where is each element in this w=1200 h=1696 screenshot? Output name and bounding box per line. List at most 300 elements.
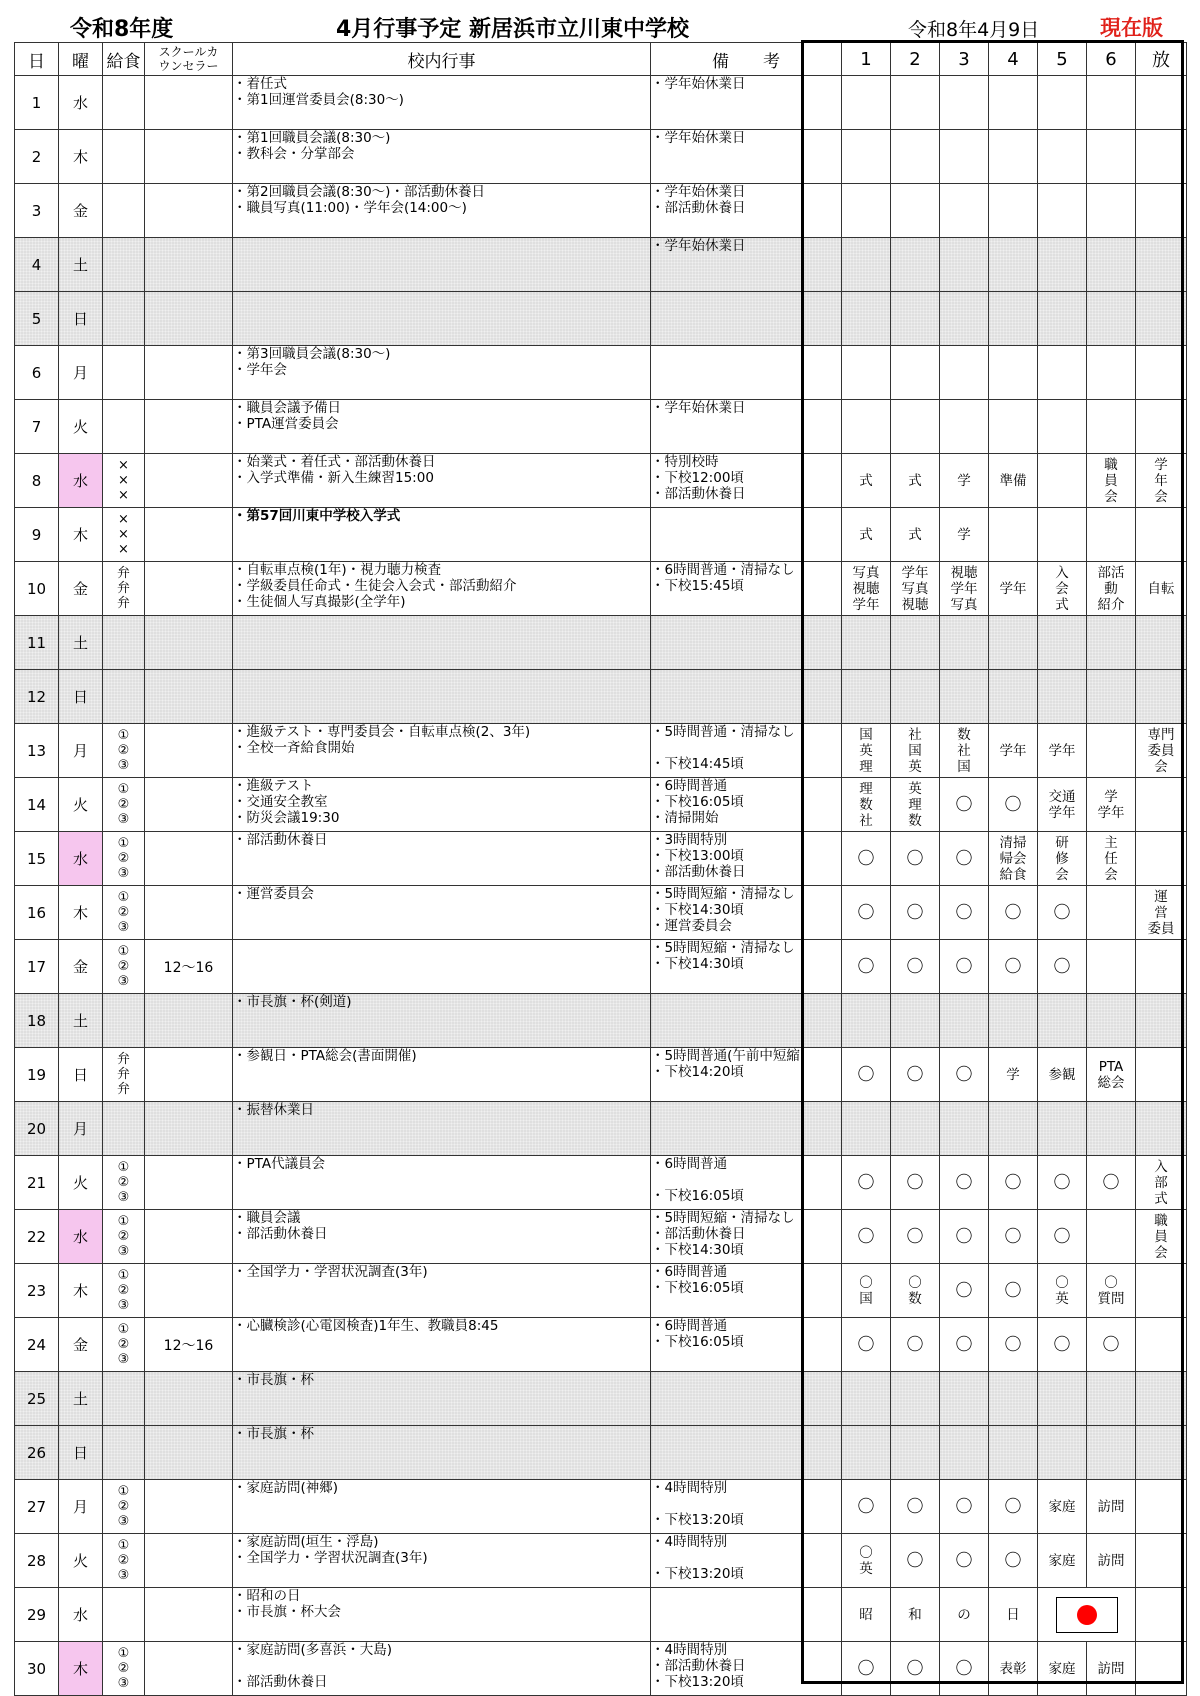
lunch-cell — [103, 184, 145, 238]
schedule-row — [15, 1372, 1187, 1426]
lunch-cell: ① ② ③ — [103, 1156, 145, 1210]
after-school-cell — [1136, 1588, 1187, 1642]
schedule-row — [15, 1642, 1187, 1696]
period-2-cell — [891, 1102, 940, 1156]
period-2-cell: 〇 — [891, 1318, 940, 1372]
period-1-cell — [842, 76, 891, 130]
schedule-row — [15, 1210, 1187, 1264]
schedule-body — [15, 76, 1187, 1696]
lunch-cell — [103, 616, 145, 670]
period-6-cell — [1087, 670, 1136, 724]
event-cell: ・部活動休養日 — [233, 832, 651, 886]
period-3-cell: 〇 — [940, 1642, 989, 1696]
weekday-cell: 木 — [59, 130, 103, 184]
period-3-cell: 〇 — [940, 1156, 989, 1210]
period-3-cell: 視聴 学年 写真 — [940, 562, 989, 616]
period-4-cell: 〇 — [989, 940, 1038, 994]
page-title: 4月行事予定 新居浜市立川東中学校 — [336, 17, 689, 42]
note-cell: ・5時間普通(午前中短縮) ・下校14:20頃 — [651, 1048, 842, 1102]
day-cell: 19 — [15, 1048, 59, 1102]
note-cell: ・4時間特別 ・下校13:20頃 — [651, 1480, 842, 1534]
note-cell: ・学年始休業日 — [651, 76, 842, 130]
schedule-row — [15, 184, 1187, 238]
period-4-cell — [989, 292, 1038, 346]
day-cell: 9 — [15, 508, 59, 562]
period-2-cell: 〇 — [891, 832, 940, 886]
period-5-cell: 〇 — [1038, 1318, 1087, 1372]
period-5-cell — [1038, 670, 1087, 724]
period-2-cell: 〇 — [891, 1210, 940, 1264]
period-5-cell — [1038, 1372, 1087, 1426]
weekday-cell: 木 — [59, 1642, 103, 1696]
day-cell: 8 — [15, 454, 59, 508]
period-5-cell — [1038, 238, 1087, 292]
note-cell: ・3時間特別 ・下校13:00頃 ・部活動休養日 — [651, 832, 842, 886]
period-5-cell — [1038, 184, 1087, 238]
period-4-cell — [989, 400, 1038, 454]
note-cell — [651, 616, 842, 670]
col-header-weekday: 曜 — [59, 43, 103, 76]
after-school-cell — [1136, 940, 1187, 994]
col-header-lunch: 給食 — [103, 43, 145, 76]
day-cell: 29 — [15, 1588, 59, 1642]
note-cell: ・学年始休業日 — [651, 400, 842, 454]
period-3-cell — [940, 184, 989, 238]
note-cell — [651, 346, 842, 400]
day-cell: 12 — [15, 670, 59, 724]
counselor-cell — [145, 238, 233, 292]
period-2-cell — [891, 238, 940, 292]
period-4-cell — [989, 130, 1038, 184]
period-1-cell: 〇 — [842, 832, 891, 886]
counselor-cell — [145, 1642, 233, 1696]
schedule-row — [15, 454, 1187, 508]
period-1-cell: 〇 — [842, 1318, 891, 1372]
day-cell: 20 — [15, 1102, 59, 1156]
period-6-cell — [1087, 1102, 1136, 1156]
weekday-cell: 火 — [59, 778, 103, 832]
period-1-cell — [842, 1372, 891, 1426]
schedule-row — [15, 1426, 1187, 1480]
counselor-cell — [145, 1534, 233, 1588]
after-school-cell — [1136, 1426, 1187, 1480]
note-cell — [651, 1102, 842, 1156]
period-6-cell — [1087, 886, 1136, 940]
event-cell: ・自転車点検(1年)・視力聴力検査 ・学級委員任命式・生徒会入会式・部活動紹介 ・生徒個人写真撮影(全学年) — [233, 562, 651, 616]
event-cell: ・昭和の日 ・市長旗・杯大会 — [233, 1588, 651, 1642]
period-3-cell: 学 — [940, 508, 989, 562]
period-5-cell — [1038, 76, 1087, 130]
day-cell: 1 — [15, 76, 59, 130]
after-school-cell: 職 員 会 — [1136, 1210, 1187, 1264]
event-cell: ・着任式 ・第1回運営委員会(8:30～) — [233, 76, 651, 130]
after-school-cell — [1136, 184, 1187, 238]
lunch-cell: ① ② ③ — [103, 724, 145, 778]
counselor-cell — [145, 1426, 233, 1480]
weekday-cell: 土 — [59, 994, 103, 1048]
period-3-cell: 〇 — [940, 1480, 989, 1534]
after-school-cell: 運 営 委員 — [1136, 886, 1187, 940]
period-1-cell: 式 — [842, 454, 891, 508]
schedule-row — [15, 940, 1187, 994]
day-cell: 7 — [15, 400, 59, 454]
note-cell: ・特別校時 ・下校12:00頃 ・部活動休養日 — [651, 454, 842, 508]
weekday-cell: 月 — [59, 346, 103, 400]
period-4-cell: 準備 — [989, 454, 1038, 508]
period-3-cell — [940, 1372, 989, 1426]
day-cell: 30 — [15, 1642, 59, 1696]
period-6-cell — [1087, 1426, 1136, 1480]
period-1-cell: 〇 — [842, 1480, 891, 1534]
note-cell — [651, 1372, 842, 1426]
period-5-cell: 入 会 式 — [1038, 562, 1087, 616]
after-school-cell — [1136, 508, 1187, 562]
note-cell: ・6時間普通・清掃なし ・下校15:45頃 — [651, 562, 842, 616]
schedule-row — [15, 76, 1187, 130]
weekday-cell: 水 — [59, 1588, 103, 1642]
note-cell — [651, 994, 842, 1048]
note-cell — [651, 670, 842, 724]
col-header-after-school: 放 — [1136, 43, 1187, 76]
event-cell: ・市長旗・杯 — [233, 1372, 651, 1426]
period-6-cell: 主 任 会 — [1087, 832, 1136, 886]
weekday-cell: 日 — [59, 1048, 103, 1102]
weekday-cell: 月 — [59, 1480, 103, 1534]
period-2-cell — [891, 400, 940, 454]
period-2-cell: 〇 — [891, 940, 940, 994]
period-5-cell: 研 修 会 — [1038, 832, 1087, 886]
period-1-cell: 昭 — [842, 1588, 891, 1642]
period-6-cell — [1087, 994, 1136, 1048]
period-4-cell: 学年 — [989, 562, 1038, 616]
note-cell: ・6時間普通 ・下校16:05頃 ・清掃開始 — [651, 778, 842, 832]
note-cell — [651, 1588, 842, 1642]
period-2-cell: 式 — [891, 508, 940, 562]
period-5-cell: 学年 — [1038, 724, 1087, 778]
lunch-cell — [103, 346, 145, 400]
period-1-cell: 〇 — [842, 886, 891, 940]
lunch-cell: ① ② ③ — [103, 940, 145, 994]
event-cell: ・進級テスト ・交通安全教室 ・防災会議19:30 — [233, 778, 651, 832]
period-2-cell — [891, 670, 940, 724]
holiday-flag-cell — [1038, 1588, 1136, 1642]
period-6-cell — [1087, 508, 1136, 562]
schedule-row — [15, 1156, 1187, 1210]
period-3-cell: 〇 — [940, 886, 989, 940]
schedule-row — [15, 1480, 1187, 1534]
event-cell: ・家庭訪問(神郷) — [233, 1480, 651, 1534]
day-cell: 15 — [15, 832, 59, 886]
period-1-cell: 写真 視聴 学年 — [842, 562, 891, 616]
lunch-cell: ① ② ③ — [103, 1480, 145, 1534]
period-5-cell: 家庭 — [1038, 1642, 1087, 1696]
period-6-cell — [1087, 1372, 1136, 1426]
after-school-cell — [1136, 400, 1187, 454]
period-6-cell — [1087, 130, 1136, 184]
day-cell: 16 — [15, 886, 59, 940]
period-6-cell: 訪問 — [1087, 1642, 1136, 1696]
counselor-cell — [145, 1480, 233, 1534]
lunch-cell — [103, 994, 145, 1048]
period-1-cell: 〇 — [842, 1048, 891, 1102]
event-cell: ・第57回川東中学校入学式 — [233, 508, 651, 562]
day-cell: 13 — [15, 724, 59, 778]
period-2-cell: 〇 — [891, 1480, 940, 1534]
event-cell: ・市長旗・杯 — [233, 1426, 651, 1480]
lunch-cell: ① ② ③ — [103, 1534, 145, 1588]
period-2-cell — [891, 184, 940, 238]
period-4-cell: 清掃 帰会 給食 — [989, 832, 1038, 886]
period-3-cell — [940, 292, 989, 346]
schedule-row — [15, 778, 1187, 832]
after-school-cell — [1136, 238, 1187, 292]
period-5-cell — [1038, 1426, 1087, 1480]
event-cell: ・職員会議予備日 ・PTA運営委員会 — [233, 400, 651, 454]
schedule-row — [15, 508, 1187, 562]
period-1-cell: 〇 — [842, 940, 891, 994]
period-4-cell: 〇 — [989, 1210, 1038, 1264]
period-6-cell — [1087, 292, 1136, 346]
weekday-cell: 金 — [59, 562, 103, 616]
period-5-cell — [1038, 346, 1087, 400]
counselor-cell — [145, 400, 233, 454]
col-header-period-2: 2 — [891, 43, 940, 76]
period-3-cell: 〇 — [940, 1210, 989, 1264]
period-2-cell — [891, 1426, 940, 1480]
period-1-cell: 〇 — [842, 1642, 891, 1696]
period-4-cell: 学年 — [989, 724, 1038, 778]
note-cell: ・学年始休業日 ・部活動休養日 — [651, 184, 842, 238]
version-badge: 現在版 — [1100, 16, 1163, 40]
lunch-cell: 弁 弁 弁 — [103, 1048, 145, 1102]
period-4-cell — [989, 670, 1038, 724]
counselor-cell — [145, 1588, 233, 1642]
period-5-cell: 〇 — [1038, 940, 1087, 994]
note-cell: ・6時間普通 ・下校16:05頃 — [651, 1264, 842, 1318]
after-school-cell — [1136, 616, 1187, 670]
period-3-cell: 数 社 国 — [940, 724, 989, 778]
weekday-cell: 火 — [59, 400, 103, 454]
event-cell: ・全国学力・学習状況調査(3年) — [233, 1264, 651, 1318]
period-6-cell: 〇 — [1087, 1318, 1136, 1372]
period-2-cell: 学年 写真 視聴 — [891, 562, 940, 616]
note-cell — [651, 1426, 842, 1480]
period-3-cell — [940, 76, 989, 130]
weekday-cell: 土 — [59, 616, 103, 670]
period-6-cell: 訪問 — [1087, 1480, 1136, 1534]
counselor-cell — [145, 76, 233, 130]
day-cell: 23 — [15, 1264, 59, 1318]
period-3-cell: 〇 — [940, 1048, 989, 1102]
period-5-cell: 〇 — [1038, 1156, 1087, 1210]
period-1-cell: 式 — [842, 508, 891, 562]
counselor-cell — [145, 562, 233, 616]
schedule-row — [15, 1318, 1187, 1372]
period-5-cell: 家庭 — [1038, 1480, 1087, 1534]
day-cell: 21 — [15, 1156, 59, 1210]
period-4-cell — [989, 184, 1038, 238]
lunch-cell — [103, 670, 145, 724]
after-school-cell — [1136, 292, 1187, 346]
period-2-cell — [891, 76, 940, 130]
period-1-cell — [842, 670, 891, 724]
period-4-cell: 学 — [989, 1048, 1038, 1102]
period-4-cell — [989, 508, 1038, 562]
event-cell — [233, 238, 651, 292]
period-6-cell — [1087, 724, 1136, 778]
period-6-cell: 学 学年 — [1087, 778, 1136, 832]
event-cell: ・進級テスト・専門委員会・自転車点検(2、3年) ・全校一斉給食開始 — [233, 724, 651, 778]
period-2-cell: 〇 — [891, 886, 940, 940]
lunch-cell: ① ② ③ — [103, 1642, 145, 1696]
schedule-row — [15, 1048, 1187, 1102]
weekday-cell: 金 — [59, 1318, 103, 1372]
event-cell: ・第2回職員会議(8:30～)・部活動休養日 ・職員写真(11:00)・学年会(14:00～) — [233, 184, 651, 238]
event-cell — [233, 940, 651, 994]
period-6-cell: 職 員 会 — [1087, 454, 1136, 508]
period-4-cell: 〇 — [989, 1318, 1038, 1372]
counselor-cell — [145, 292, 233, 346]
counselor-cell — [145, 1264, 233, 1318]
note-cell: ・学年始休業日 — [651, 130, 842, 184]
period-2-cell — [891, 346, 940, 400]
period-5-cell — [1038, 130, 1087, 184]
counselor-cell: 12～16 — [145, 1318, 233, 1372]
period-1-cell — [842, 616, 891, 670]
period-3-cell — [940, 346, 989, 400]
period-3-cell — [940, 616, 989, 670]
period-5-cell: 参観 — [1038, 1048, 1087, 1102]
schedule-table — [14, 42, 1187, 1696]
period-4-cell — [989, 1102, 1038, 1156]
period-4-cell — [989, 1426, 1038, 1480]
period-5-cell: 家庭 — [1038, 1534, 1087, 1588]
after-school-cell: 入 部 式 — [1136, 1156, 1187, 1210]
period-3-cell: 〇 — [940, 1534, 989, 1588]
period-2-cell — [891, 994, 940, 1048]
weekday-cell: 日 — [59, 1426, 103, 1480]
day-cell: 2 — [15, 130, 59, 184]
col-header-day: 日 — [15, 43, 59, 76]
lunch-cell: ① ② ③ — [103, 1210, 145, 1264]
after-school-cell: 専門 委員 会 — [1136, 724, 1187, 778]
schedule-row — [15, 994, 1187, 1048]
period-6-cell — [1087, 940, 1136, 994]
counselor-cell — [145, 1210, 233, 1264]
period-4-cell — [989, 76, 1038, 130]
after-school-cell — [1136, 1318, 1187, 1372]
period-4-cell: 日 — [989, 1588, 1038, 1642]
period-3-cell — [940, 238, 989, 292]
period-4-cell: 〇 — [989, 1156, 1038, 1210]
lunch-cell: ① ② ③ — [103, 778, 145, 832]
period-4-cell — [989, 238, 1038, 292]
weekday-cell: 木 — [59, 508, 103, 562]
day-cell: 24 — [15, 1318, 59, 1372]
day-cell: 28 — [15, 1534, 59, 1588]
weekday-cell: 水 — [59, 454, 103, 508]
period-3-cell: 〇 — [940, 1264, 989, 1318]
col-header-counselor — [145, 43, 233, 76]
period-3-cell — [940, 1102, 989, 1156]
period-2-cell — [891, 292, 940, 346]
event-cell: ・始業式・着任式・部活動休養日 ・入学式準備・新入生練習15:00 — [233, 454, 651, 508]
period-6-cell: 〇 — [1087, 1156, 1136, 1210]
period-1-cell — [842, 130, 891, 184]
period-5-cell: 〇 英 — [1038, 1264, 1087, 1318]
period-1-cell: 〇 国 — [842, 1264, 891, 1318]
after-school-cell — [1136, 832, 1187, 886]
counselor-cell — [145, 670, 233, 724]
event-cell: ・第3回職員会議(8:30～) ・学年会 — [233, 346, 651, 400]
period-1-cell: 〇 — [842, 1156, 891, 1210]
col-header-period-5: 5 — [1038, 43, 1087, 76]
note-cell: ・5時間短縮・清掃なし ・下校14:30頃 — [651, 940, 842, 994]
schedule-row — [15, 670, 1187, 724]
period-3-cell: 学 — [940, 454, 989, 508]
lunch-cell — [103, 238, 145, 292]
day-cell: 11 — [15, 616, 59, 670]
period-6-cell — [1087, 76, 1136, 130]
after-school-cell — [1136, 130, 1187, 184]
lunch-cell: 弁 弁 弁 — [103, 562, 145, 616]
period-4-cell — [989, 616, 1038, 670]
period-1-cell — [842, 292, 891, 346]
fiscal-year-label: 令和8年度 — [70, 17, 174, 42]
day-cell: 26 — [15, 1426, 59, 1480]
period-1-cell — [842, 184, 891, 238]
period-2-cell: 式 — [891, 454, 940, 508]
after-school-cell — [1136, 1264, 1187, 1318]
period-3-cell — [940, 994, 989, 1048]
period-6-cell — [1087, 184, 1136, 238]
event-cell: ・家庭訪問(多喜浜・大島) ・部活動休養日 — [233, 1642, 651, 1696]
col-header-period-4: 4 — [989, 43, 1038, 76]
period-3-cell: の — [940, 1588, 989, 1642]
period-3-cell — [940, 400, 989, 454]
schedule-row — [15, 130, 1187, 184]
after-school-cell — [1136, 670, 1187, 724]
schedule-row — [15, 832, 1187, 886]
after-school-cell — [1136, 778, 1187, 832]
period-3-cell: 〇 — [940, 940, 989, 994]
schedule-row — [15, 1102, 1187, 1156]
weekday-cell: 火 — [59, 1156, 103, 1210]
day-cell: 18 — [15, 994, 59, 1048]
period-4-cell: 〇 — [989, 886, 1038, 940]
note-cell: ・6時間普通 ・下校16:05頃 — [651, 1318, 842, 1372]
period-4-cell: 〇 — [989, 1264, 1038, 1318]
schedule-row — [15, 562, 1187, 616]
period-6-cell: PTA 総会 — [1087, 1048, 1136, 1102]
note-cell: ・4時間特別 ・部活動休養日 ・下校13:20頃 — [651, 1642, 842, 1696]
lunch-cell: ① ② ③ — [103, 832, 145, 886]
weekday-cell: 水 — [59, 1210, 103, 1264]
period-3-cell — [940, 130, 989, 184]
period-6-cell — [1087, 346, 1136, 400]
period-2-cell: 社 国 英 — [891, 724, 940, 778]
period-5-cell — [1038, 454, 1087, 508]
counselor-cell — [145, 1048, 233, 1102]
counselor-cell — [145, 994, 233, 1048]
period-2-cell: 和 — [891, 1588, 940, 1642]
schedule-row — [15, 346, 1187, 400]
period-6-cell — [1087, 1210, 1136, 1264]
period-1-cell: 理 数 社 — [842, 778, 891, 832]
col-header-period-6: 6 — [1087, 43, 1136, 76]
counselor-cell — [145, 832, 233, 886]
day-cell: 3 — [15, 184, 59, 238]
